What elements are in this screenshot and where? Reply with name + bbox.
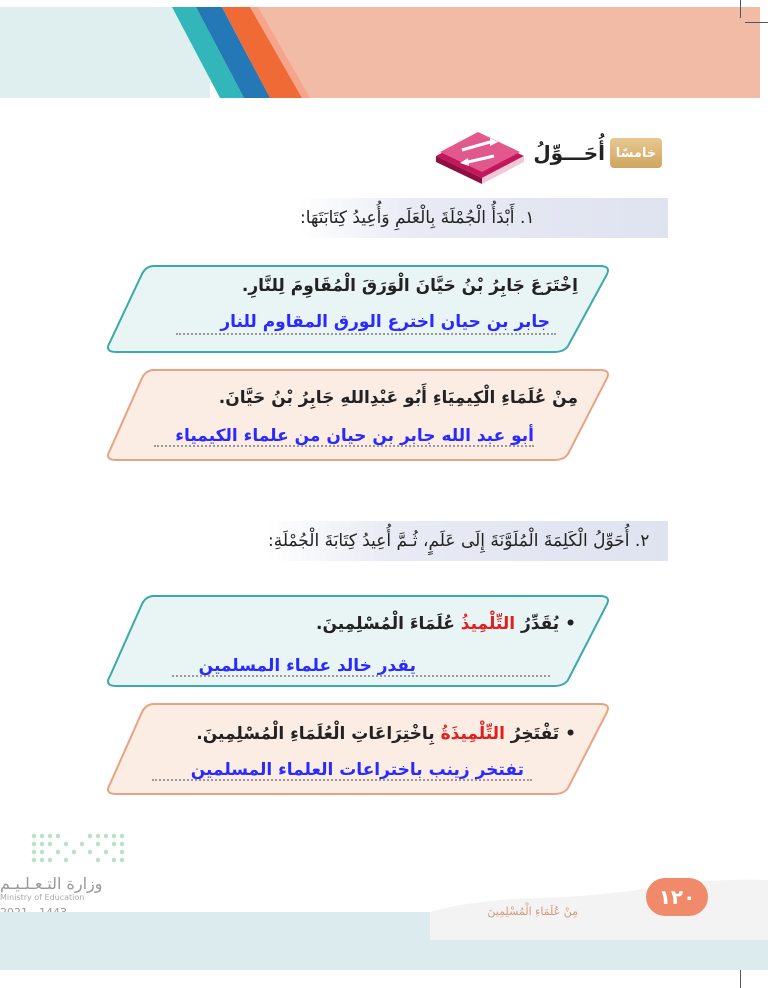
answer-text[interactable]: أبو عبد الله جابر بن حيان من علماء الكيمياء	[175, 426, 534, 446]
page-number-badge: ١٢٠	[646, 878, 708, 916]
highlighted-word: التِّلْمِيذُ	[460, 614, 516, 634]
sentence-before: يُقَدِّرُ	[515, 614, 560, 634]
exercise-2-instruction: ٢. أُحَوِّلُ الْكَلِمَةَ الْمُلَوَّنَةَ إِلَى عَلَمٍ، ثُـمَّ أُعِيدُ كِتَابَةَ الْجُمْلَةِ:	[268, 521, 668, 561]
ministry-name-arabic: وزارة التـعـلـيـم	[0, 874, 103, 893]
section-badge: خامسًا	[610, 138, 662, 168]
crop-mark	[740, 0, 741, 18]
card-shape	[94, 366, 654, 464]
sentence-text: مِنْ عُلَمَاءِ الْكِيمِيَاءِ أَبُو عَبْدِاللهِ جَابِرُ بْنُ حَيَّانَ.	[218, 388, 578, 408]
exercise-1-instruction: ١. أَبْدَأُ الْجُمْلَةَ بِالْعَلَمِ وَأُعِيدُ كِتَابَتَهَا:	[300, 198, 668, 238]
ministry-logo-icon	[30, 832, 126, 866]
sentence-after: بِاخْتِرَاعَاتِ الْعُلَمَاءِ الْمُسْلِمِينَ.	[196, 724, 441, 744]
exercise-2-card-2	[94, 700, 654, 794]
sentence-after: عُلَمَاءَ الْمُسْلِمِينَ.	[315, 614, 461, 634]
header-stripes	[0, 7, 768, 98]
bullet: •	[559, 724, 576, 744]
ministry-name-english: Ministry of Education	[0, 893, 85, 902]
unit-title: مِنْ عُلَمَاءِ الْمُسْلِمِينَ	[487, 905, 578, 918]
answer-text[interactable]: جابر بن حيان اخترع الورق المقاوم للنار	[220, 312, 550, 332]
sentence-text: اِخْتَرَعَ جَابِرُ بْنُ حَيَّانَ الْوَرَقَ الْمُقَاوِمَ لِلنَّارِ.	[241, 276, 578, 296]
sentence-text	[196, 724, 576, 744]
answer-text[interactable]: يقدر خالد علماء المسلمين	[198, 656, 416, 676]
sentence-before: تَفْتَخِرُ	[504, 724, 560, 744]
sentence-text	[316, 614, 576, 634]
card-shape	[94, 700, 654, 798]
exercise-1-card-2	[94, 366, 654, 460]
exercise-2-card-1	[94, 592, 654, 686]
highlighted-word: التِّلْمِيذَةُ	[440, 724, 505, 744]
answer-text[interactable]: تفتخر زينب باختراعات العلماء المسلمين	[190, 760, 524, 780]
answer-line	[176, 332, 556, 335]
crop-mark	[745, 22, 768, 23]
section-title: أُحَـــوِّلُ	[533, 141, 605, 165]
bullet: •	[559, 614, 576, 634]
exercise-1-card-1	[94, 262, 654, 356]
book-arrows-icon	[432, 126, 528, 184]
